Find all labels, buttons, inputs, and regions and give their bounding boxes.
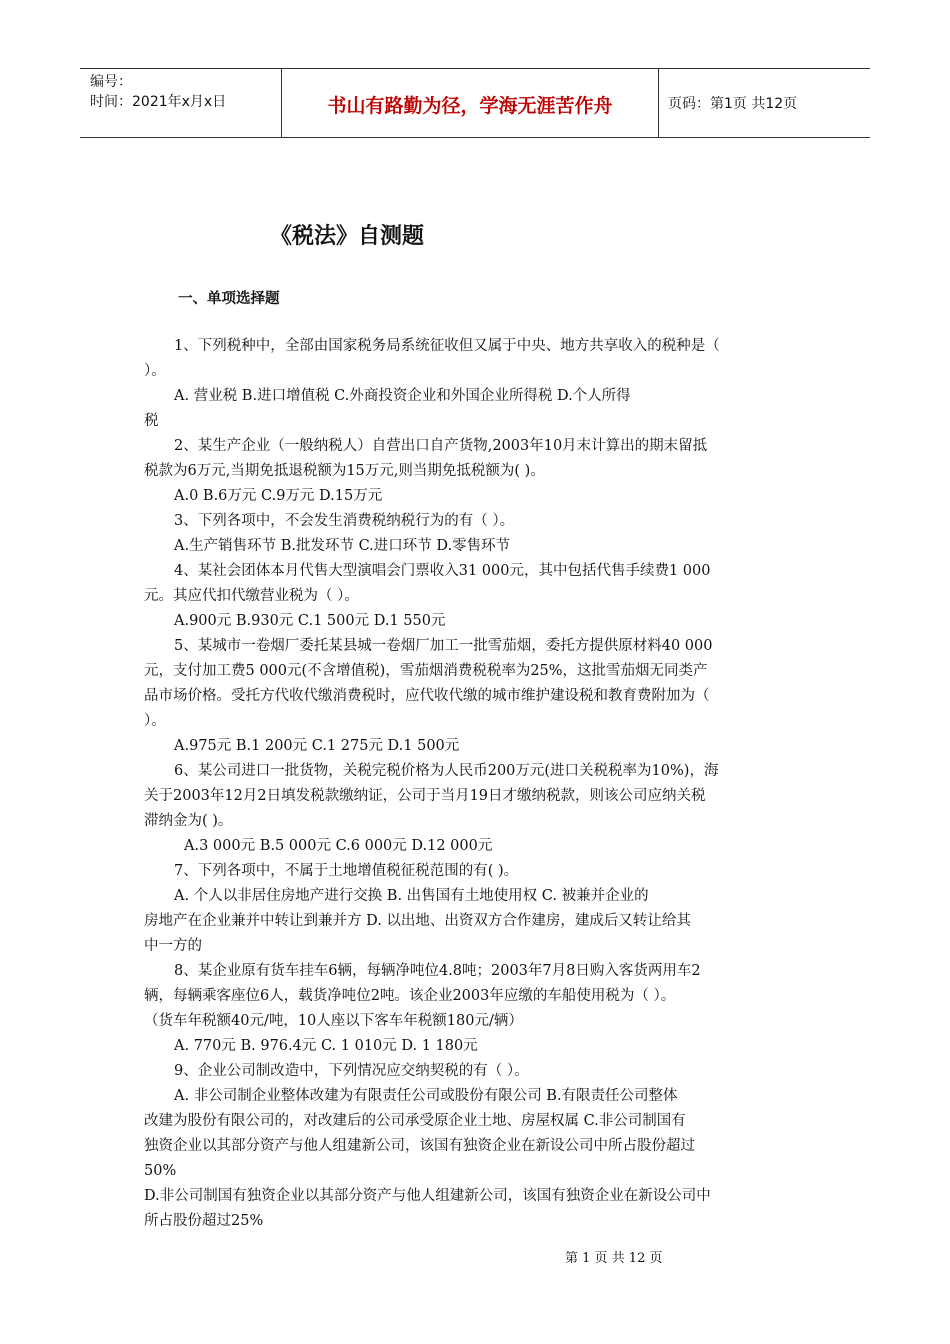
header-motto: 书山有路勤为径，学海无涯苦作舟 bbox=[327, 95, 613, 117]
text-line: 改建为股份有限公司的，对改建后的公司承受原企业土地、房屋权属 C.非公司制国有 bbox=[144, 1113, 686, 1129]
text-line: 5、某城市一卷烟厂委托某县城一卷烟厂加工一批雪茄烟，委托方提供原材料40 000 bbox=[174, 638, 713, 654]
text-line: A.975元 B.1 200元 C.1 275元 D.1 500元 bbox=[174, 738, 460, 754]
date-line: 时间：2021年x月x日 bbox=[90, 94, 227, 110]
page-title: 《税法》自测题 bbox=[270, 224, 425, 249]
text-line: 元，支付加工费5 000元(不含增值税)，雪茄烟消费税税率为25%，这批雪茄烟无同类产 bbox=[144, 663, 708, 679]
text-line: （货车年税额40元/吨，10人座以下客车年税额180元/辆） bbox=[144, 1013, 523, 1029]
text-line: A.3 000元 B.5 000元 C.6 000元 D.12 000元 bbox=[184, 838, 493, 854]
text-line: 品市场价格。受托方代收代缴消费税时，应代收代缴的城市维护建设税和教育费附加为（ bbox=[144, 688, 710, 704]
text-line: A. 770元 B. 976.4元 C. 1 010元 D. 1 180元 bbox=[174, 1038, 478, 1054]
text-line: ）。 bbox=[144, 363, 166, 379]
text-line: 8、某企业原有货车挂车6辆，每辆净吨位4.8吨；2003年7月8日购入客货两用车2 bbox=[174, 963, 701, 979]
text-line: 中一方的 bbox=[144, 938, 202, 954]
text-line: ）。 bbox=[144, 713, 166, 729]
header-motto-cell bbox=[281, 69, 659, 137]
text-line: 7、下列各项中，不属于土地增值税征税范围的有( )。 bbox=[174, 863, 519, 879]
text-line: 9、企业公司制改造中，下列情况应交纳契税的有（ ）。 bbox=[174, 1063, 529, 1079]
text-line: 元。其应代扣代缴营业税为（ ）。 bbox=[144, 588, 359, 604]
text-line: 税款为6万元,当期免抵退税额为15万元,则当期免抵税额为( )。 bbox=[144, 463, 545, 479]
text-line: 税 bbox=[144, 413, 159, 429]
text-line: 房地产在企业兼并中转让到兼并方 D. 以出地、出资双方合作建房，建成后又转让给其 bbox=[144, 913, 691, 929]
header-left-cell bbox=[80, 69, 280, 137]
header-page-info: 页码：第1页 共12页 bbox=[668, 96, 798, 112]
text-line: 独资企业以其部分资产与他人组建新公司，该国有独资企业在新设公司中所占股份超过 bbox=[144, 1138, 695, 1154]
text-line: D.非公司制国有独资企业以其部分资产与他人组建新公司，该国有独资企业在新设公司中 bbox=[144, 1188, 711, 1204]
text-line: 辆，每辆乘客座位6人，载货净吨位2吨。该企业2003年应缴的车船使用税为（ ）。 bbox=[144, 988, 676, 1004]
text-line: 4、某社会团体本月代售大型演唱会门票收入31 000元，其中包括代售手续费1 000 bbox=[174, 563, 711, 579]
text-line: 滞纳金为( )。 bbox=[144, 813, 233, 829]
text-line: 3、下列各项中，不会发生消费税纳税行为的有（ ）。 bbox=[174, 513, 515, 529]
text-line: 所占股份超过25% bbox=[144, 1213, 264, 1229]
number-label: 编号： bbox=[90, 74, 132, 90]
text-line: A.900元 B.930元 C.1 500元 D.1 550元 bbox=[174, 613, 446, 629]
text-line: 1、下列税种中，全部由国家税务局系统征收但又属于中央、地方共享收入的税种是（ bbox=[174, 338, 720, 354]
text-line: 2、某生产企业（一般纳税人）自营出口自产货物,2003年10月末计算出的期末留抵 bbox=[174, 438, 708, 454]
text-line: 6、某公司进口一批货物，关税完税价格为人民币200万元(进口关税税率为10%)，海 bbox=[174, 763, 719, 779]
section-title: 一、单项选择题 bbox=[178, 291, 280, 307]
page-footer: 第 1 页 共 12 页 bbox=[565, 1251, 663, 1266]
text-line: A. 营业税 B.进口增值税 C.外商投资企业和外国企业所得税 D.个人所得 bbox=[174, 388, 631, 404]
page-header bbox=[80, 68, 870, 138]
text-line: A.0 B.6万元 C.9万元 D.15万元 bbox=[174, 488, 383, 504]
text-line: A. 个人以非居住房地产进行交换 B. 出售国有土地使用权 C. 被兼并企业的 bbox=[174, 888, 649, 904]
text-line: A.生产销售环节 B.批发环节 C.进口环节 D.零售环节 bbox=[174, 538, 511, 554]
text-line: 50% bbox=[144, 1163, 177, 1179]
text-line: A. 非公司制企业整体改建为有限责任公司或股份有限公司 B.有限责任公司整体 bbox=[174, 1088, 678, 1104]
text-line: 关于2003年12月2日填发税款缴纳证，公司于当月19日才缴纳税款，则该公司应纳关税 bbox=[144, 788, 706, 804]
